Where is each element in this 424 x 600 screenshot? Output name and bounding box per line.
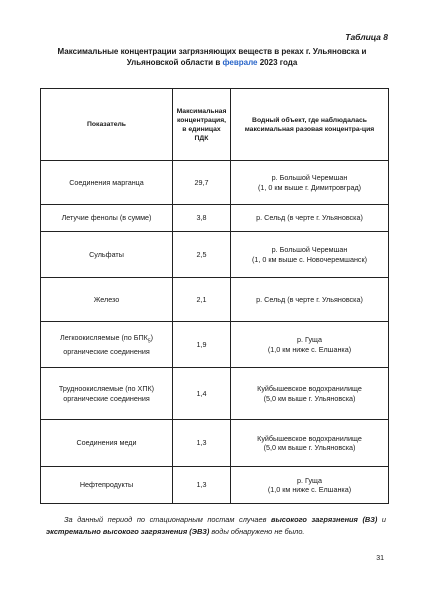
cell-value: 1,3 — [173, 420, 231, 467]
cell-water-body — [231, 420, 389, 467]
water-body-line-1: Куйбышевское водохранилище — [257, 384, 362, 393]
cell-value: 3,8 — [173, 205, 231, 232]
table-row — [41, 205, 389, 232]
water-body-line-2: (1, 0 км выше г. Димитровград) — [257, 182, 362, 192]
title-part-2: 2023 года — [257, 58, 298, 67]
water-body-line-1: р. Гуща — [297, 475, 322, 485]
water-body-line-1: р. Большой Черемшан — [271, 245, 348, 254]
water-body-line-2: (1, 0 км выше с. Новочеремшанск) — [251, 254, 368, 264]
cell-indicator: Сульфаты — [41, 232, 173, 278]
cell-indicator — [41, 322, 173, 368]
note-text-1: За данный период по стационарным постам случаев — [64, 515, 272, 524]
note-extreme-pollution: экстремально высокого загрязнения (ЭВЗ) — [46, 527, 210, 536]
cell-value: 1,9 — [173, 322, 231, 368]
water-body-line-1: р. Сельд (в черте г. Ульяновска) — [256, 213, 363, 223]
table-label: Таблица 8 — [345, 32, 388, 42]
cell-water-body — [231, 368, 389, 420]
table-row — [41, 232, 389, 278]
indicator-subscript: 5 — [147, 338, 151, 345]
table-row — [41, 322, 389, 368]
water-body-line-2: (5,0 км выше г. Ульяновска) — [263, 393, 356, 403]
cell-indicator: Нефтепродукты — [41, 467, 173, 504]
water-body-line-2: (1,0 км ниже с. Елшанка) — [267, 344, 352, 354]
cell-water-body — [231, 161, 389, 205]
cell-indicator: Трудноокисляемые (по ХПК) органические соединения — [41, 368, 173, 420]
cell-value: 1,4 — [173, 368, 231, 420]
footnote-paragraph — [46, 514, 386, 538]
cell-value: 2,5 — [173, 232, 231, 278]
note-text-3: воды обнаружено не было. — [209, 527, 305, 536]
note-high-pollution: высокого загрязнения (ВЗ) — [271, 515, 378, 524]
water-body-line-1: р. Гуща — [297, 335, 322, 344]
table-row — [41, 161, 389, 205]
cell-indicator: Соединения меди — [41, 420, 173, 467]
cell-value: 2,1 — [173, 278, 231, 322]
title-month: феврале — [222, 58, 258, 67]
cell-water-body — [231, 322, 389, 368]
cell-indicator: Соединения марганца — [41, 161, 173, 205]
concentration-table — [40, 88, 389, 504]
table-header-row — [41, 89, 389, 161]
cell-water-body — [231, 205, 389, 232]
water-body-line-2: (1,0 км ниже с. Елшанка) — [267, 485, 352, 494]
table-row — [41, 368, 389, 420]
table-row — [41, 420, 389, 467]
table-row — [41, 467, 389, 504]
water-body-line-1: р. Сельд (в черте г. Ульяновска) — [256, 294, 363, 304]
title-part-1: Максимальные концентрации загрязняющих веществ в реках г. Ульяновска и Ульяновской области в — [57, 47, 367, 67]
cell-water-body — [231, 467, 389, 504]
cell-indicator: Железо — [41, 278, 173, 322]
water-body-line-2: (5,0 км выше г. Ульяновска) — [263, 443, 356, 452]
note-text-2: и — [377, 515, 386, 524]
column-header-indicator: Показатель — [41, 89, 173, 161]
cell-water-body — [231, 232, 389, 278]
indicator-text-2: ) органические соединения — [63, 332, 154, 356]
table-row — [41, 278, 389, 322]
cell-indicator: Летучие фенолы (в сумме) — [41, 205, 173, 232]
column-header-max-concentration: Максимальная концентрация, в единицах ПДК — [173, 89, 231, 161]
cell-value: 29,7 — [173, 161, 231, 205]
indicator-text-1: Легкоокисляемые (по БПК — [59, 332, 148, 342]
table-title — [40, 46, 384, 68]
cell-value: 1,3 — [173, 467, 231, 504]
cell-water-body — [231, 278, 389, 322]
column-header-water-body: Водный объект, где наблюдалась максимальная разовая концентра-ция — [231, 89, 389, 161]
page-number: 31 — [376, 555, 384, 562]
water-body-line-1: р. Большой Черемшан — [271, 173, 348, 182]
water-body-line-1: Куйбышевское водохранилище — [257, 433, 362, 443]
